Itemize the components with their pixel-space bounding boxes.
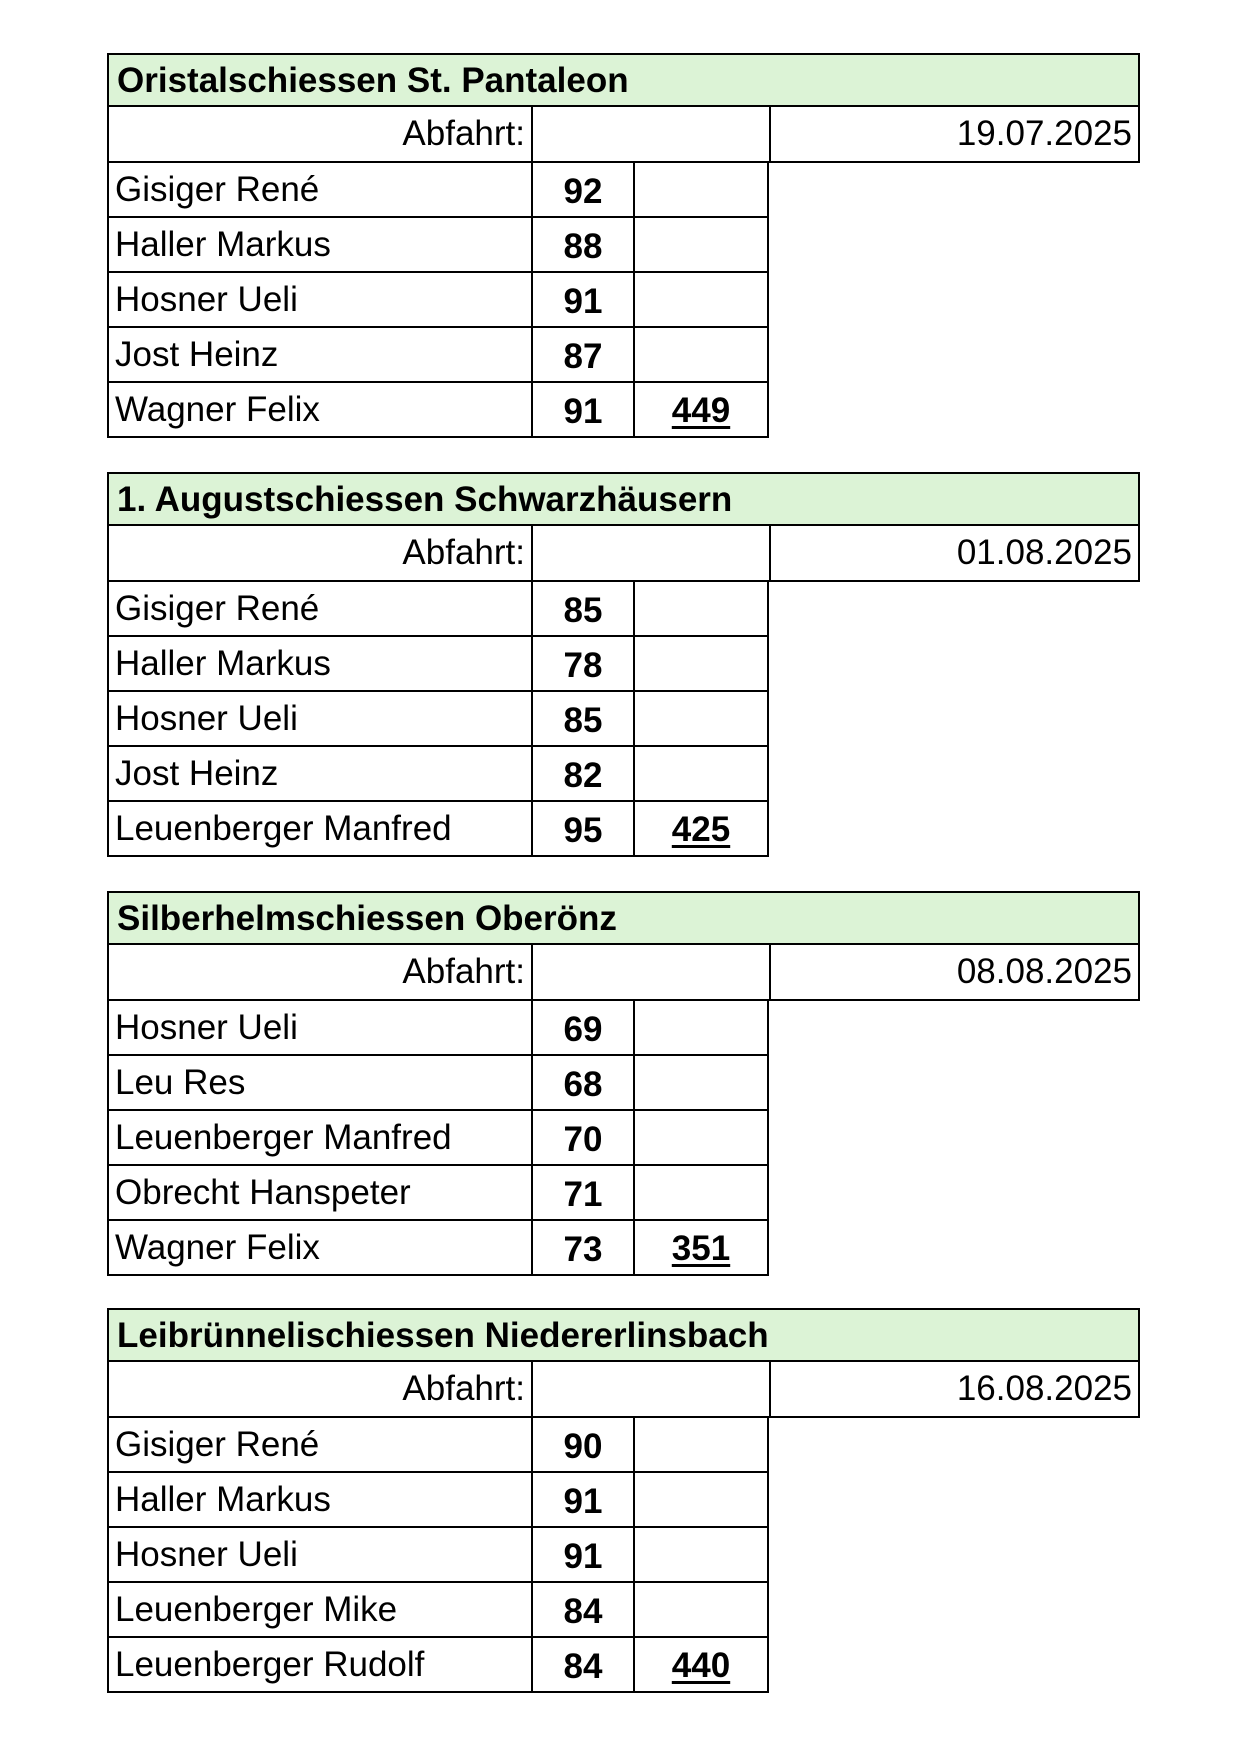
table-row xyxy=(107,383,1140,438)
shooter-score: 85 xyxy=(531,692,633,747)
event-title: 1. Augustschiessen Schwarzhäusern xyxy=(107,472,1140,526)
table-row xyxy=(107,1221,1140,1276)
event-table xyxy=(107,53,1140,438)
shooter-name: Hosner Ueli xyxy=(107,1528,531,1583)
table-row xyxy=(107,637,1140,692)
event-title: Silberhelmschiessen Oberönz xyxy=(107,891,1140,945)
shooter-score: 88 xyxy=(531,218,633,273)
team-total xyxy=(633,1473,769,1528)
team-total xyxy=(633,637,769,692)
event-table xyxy=(107,891,1140,1276)
shooter-score: 87 xyxy=(531,328,633,383)
shooter-name: Leu Res xyxy=(107,1056,531,1111)
team-total xyxy=(633,1111,769,1166)
team-total: 440 xyxy=(633,1638,769,1693)
shooter-name: Leuenberger Mike xyxy=(107,1583,531,1638)
shooter-score: 92 xyxy=(531,163,633,218)
departure-row xyxy=(107,945,1140,1001)
shooter-name: Hosner Ueli xyxy=(107,692,531,747)
shooter-score: 91 xyxy=(531,273,633,328)
departure-row xyxy=(107,1362,1140,1418)
table-row xyxy=(107,163,1140,218)
team-total xyxy=(633,582,769,637)
team-total: 425 xyxy=(633,802,769,857)
shooter-name: Wagner Felix xyxy=(107,383,531,438)
shooter-score: 78 xyxy=(531,637,633,692)
team-total xyxy=(633,692,769,747)
shooter-score: 91 xyxy=(531,383,633,438)
shooter-name: Haller Markus xyxy=(107,1473,531,1528)
departure-empty-cell xyxy=(531,1362,769,1418)
shooter-name: Hosner Ueli xyxy=(107,273,531,328)
shooter-name: Jost Heinz xyxy=(107,328,531,383)
team-total: 449 xyxy=(633,383,769,438)
team-total xyxy=(633,328,769,383)
table-row xyxy=(107,1528,1140,1583)
departure-label: Abfahrt: xyxy=(107,526,531,582)
table-row xyxy=(107,1418,1140,1473)
shooter-name: Haller Markus xyxy=(107,218,531,273)
shooter-name: Leuenberger Rudolf xyxy=(107,1638,531,1693)
departure-label: Abfahrt: xyxy=(107,1362,531,1418)
departure-empty-cell xyxy=(531,945,769,1001)
event-date: 01.08.2025 xyxy=(769,526,1140,582)
team-total xyxy=(633,218,769,273)
shooter-name: Hosner Ueli xyxy=(107,1001,531,1056)
table-row xyxy=(107,802,1140,857)
departure-row xyxy=(107,526,1140,582)
shooter-score: 71 xyxy=(531,1166,633,1221)
table-row xyxy=(107,1638,1140,1693)
shooter-score: 82 xyxy=(531,747,633,802)
table-row xyxy=(107,582,1140,637)
event-date: 19.07.2025 xyxy=(769,107,1140,163)
event-title: Leibrünnelischiessen Niedererlinsbach xyxy=(107,1308,1140,1362)
shooter-name: Obrecht Hanspeter xyxy=(107,1166,531,1221)
table-row xyxy=(107,273,1140,328)
shooter-score: 84 xyxy=(531,1638,633,1693)
shooter-score: 84 xyxy=(531,1583,633,1638)
table-row xyxy=(107,1056,1140,1111)
table-row xyxy=(107,1166,1140,1221)
event-date: 16.08.2025 xyxy=(769,1362,1140,1418)
departure-row xyxy=(107,107,1140,163)
shooter-name: Wagner Felix xyxy=(107,1221,531,1276)
team-total xyxy=(633,1056,769,1111)
team-total xyxy=(633,273,769,328)
table-row xyxy=(107,747,1140,802)
event-table xyxy=(107,1308,1140,1693)
table-row xyxy=(107,692,1140,747)
shooter-name: Gisiger René xyxy=(107,582,531,637)
shooter-name: Gisiger René xyxy=(107,163,531,218)
departure-label: Abfahrt: xyxy=(107,945,531,1001)
event-title: Oristalschiessen St. Pantaleon xyxy=(107,53,1140,107)
team-total xyxy=(633,1583,769,1638)
team-total xyxy=(633,1166,769,1221)
departure-label: Abfahrt: xyxy=(107,107,531,163)
departure-empty-cell xyxy=(531,107,769,163)
shooter-score: 91 xyxy=(531,1473,633,1528)
shooter-score: 91 xyxy=(531,1528,633,1583)
shooter-name: Jost Heinz xyxy=(107,747,531,802)
table-row xyxy=(107,218,1140,273)
shooter-score: 73 xyxy=(531,1221,633,1276)
shooter-score: 69 xyxy=(531,1001,633,1056)
event-date: 08.08.2025 xyxy=(769,945,1140,1001)
table-row xyxy=(107,1473,1140,1528)
table-row xyxy=(107,1111,1140,1166)
team-total xyxy=(633,747,769,802)
shooter-score: 68 xyxy=(531,1056,633,1111)
team-total xyxy=(633,1418,769,1473)
shooter-name: Leuenberger Manfred xyxy=(107,1111,531,1166)
shooter-name: Leuenberger Manfred xyxy=(107,802,531,857)
team-total xyxy=(633,1528,769,1583)
table-row xyxy=(107,1001,1140,1056)
shooter-score: 70 xyxy=(531,1111,633,1166)
table-row xyxy=(107,1583,1140,1638)
team-total xyxy=(633,163,769,218)
shooter-name: Gisiger René xyxy=(107,1418,531,1473)
shooter-name: Haller Markus xyxy=(107,637,531,692)
shooter-score: 95 xyxy=(531,802,633,857)
departure-empty-cell xyxy=(531,526,769,582)
table-row xyxy=(107,328,1140,383)
shooter-score: 90 xyxy=(531,1418,633,1473)
team-total xyxy=(633,1001,769,1056)
shooter-score: 85 xyxy=(531,582,633,637)
event-table xyxy=(107,472,1140,857)
team-total: 351 xyxy=(633,1221,769,1276)
